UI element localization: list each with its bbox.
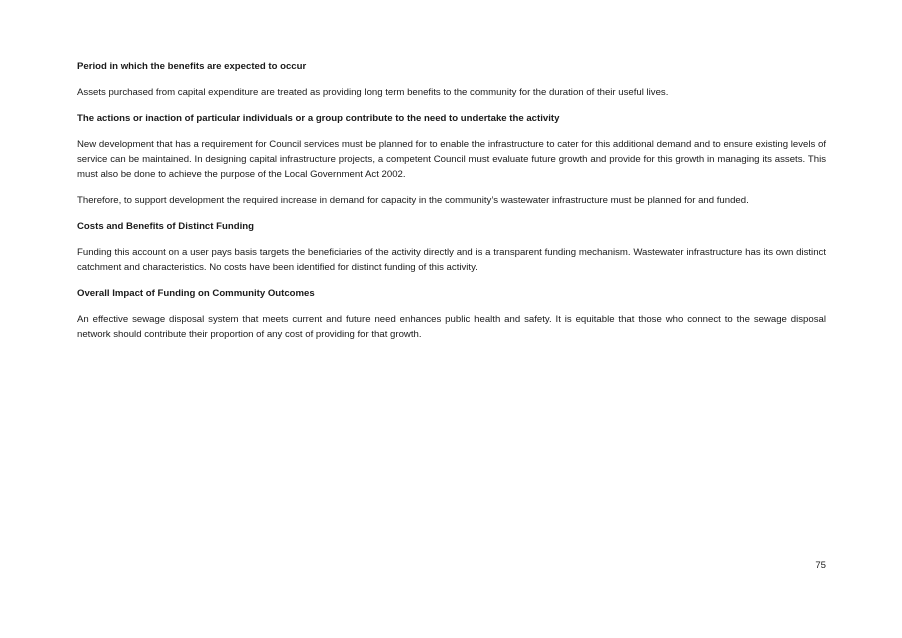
section-benefit-period <box>77 59 826 100</box>
section-paragraph: Therefore, to support development the required increase in demand for capacity in the community’s wastewater infrastructure must be planned for and funded. <box>77 195 749 206</box>
section-heading: The actions or inaction of particular individuals or a group contribute to the need to undertake the activity <box>77 113 560 124</box>
section-paragraph: New development that has a requirement for Council services must be planned for to enable the infrastructure to cater for this additional demand and to ensure existing levels of service can be maintained. In designing capital infrastructure projects, a competent Council must evaluate future growth and provide for this growth in managing its assets. This must also be done to achieve the purpose of the Local Government Act 2002. <box>77 139 826 180</box>
section-heading: Overall Impact of Funding on Community Outcomes <box>77 288 315 299</box>
section-actions-inaction <box>77 111 826 208</box>
page-content <box>77 59 826 353</box>
section-distinct-funding <box>77 219 826 275</box>
section-paragraph: An effective sewage disposal system that meets current and future need enhances public health and safety. It is equitable that those who connect to the sewage disposal network should contribute their proportion of any cost of providing for that growth. <box>77 314 826 340</box>
section-heading: Period in which the benefits are expected to occur <box>77 61 307 72</box>
section-heading: Costs and Benefits of Distinct Funding <box>77 221 254 232</box>
section-paragraph: Funding this account on a user pays basis targets the beneficiaries of the activity directly and is a transparent funding mechanism. Wastewater infrastructure has its own distinct catchment and characteristics. No costs have been identified for distinct funding of this activity. <box>77 247 826 273</box>
page-number: 75 <box>815 560 826 571</box>
section-community-outcomes <box>77 286 826 342</box>
section-paragraph: Assets purchased from capital expenditure are treated as providing long term benefits to the community for the duration of their useful lives. <box>77 87 669 98</box>
